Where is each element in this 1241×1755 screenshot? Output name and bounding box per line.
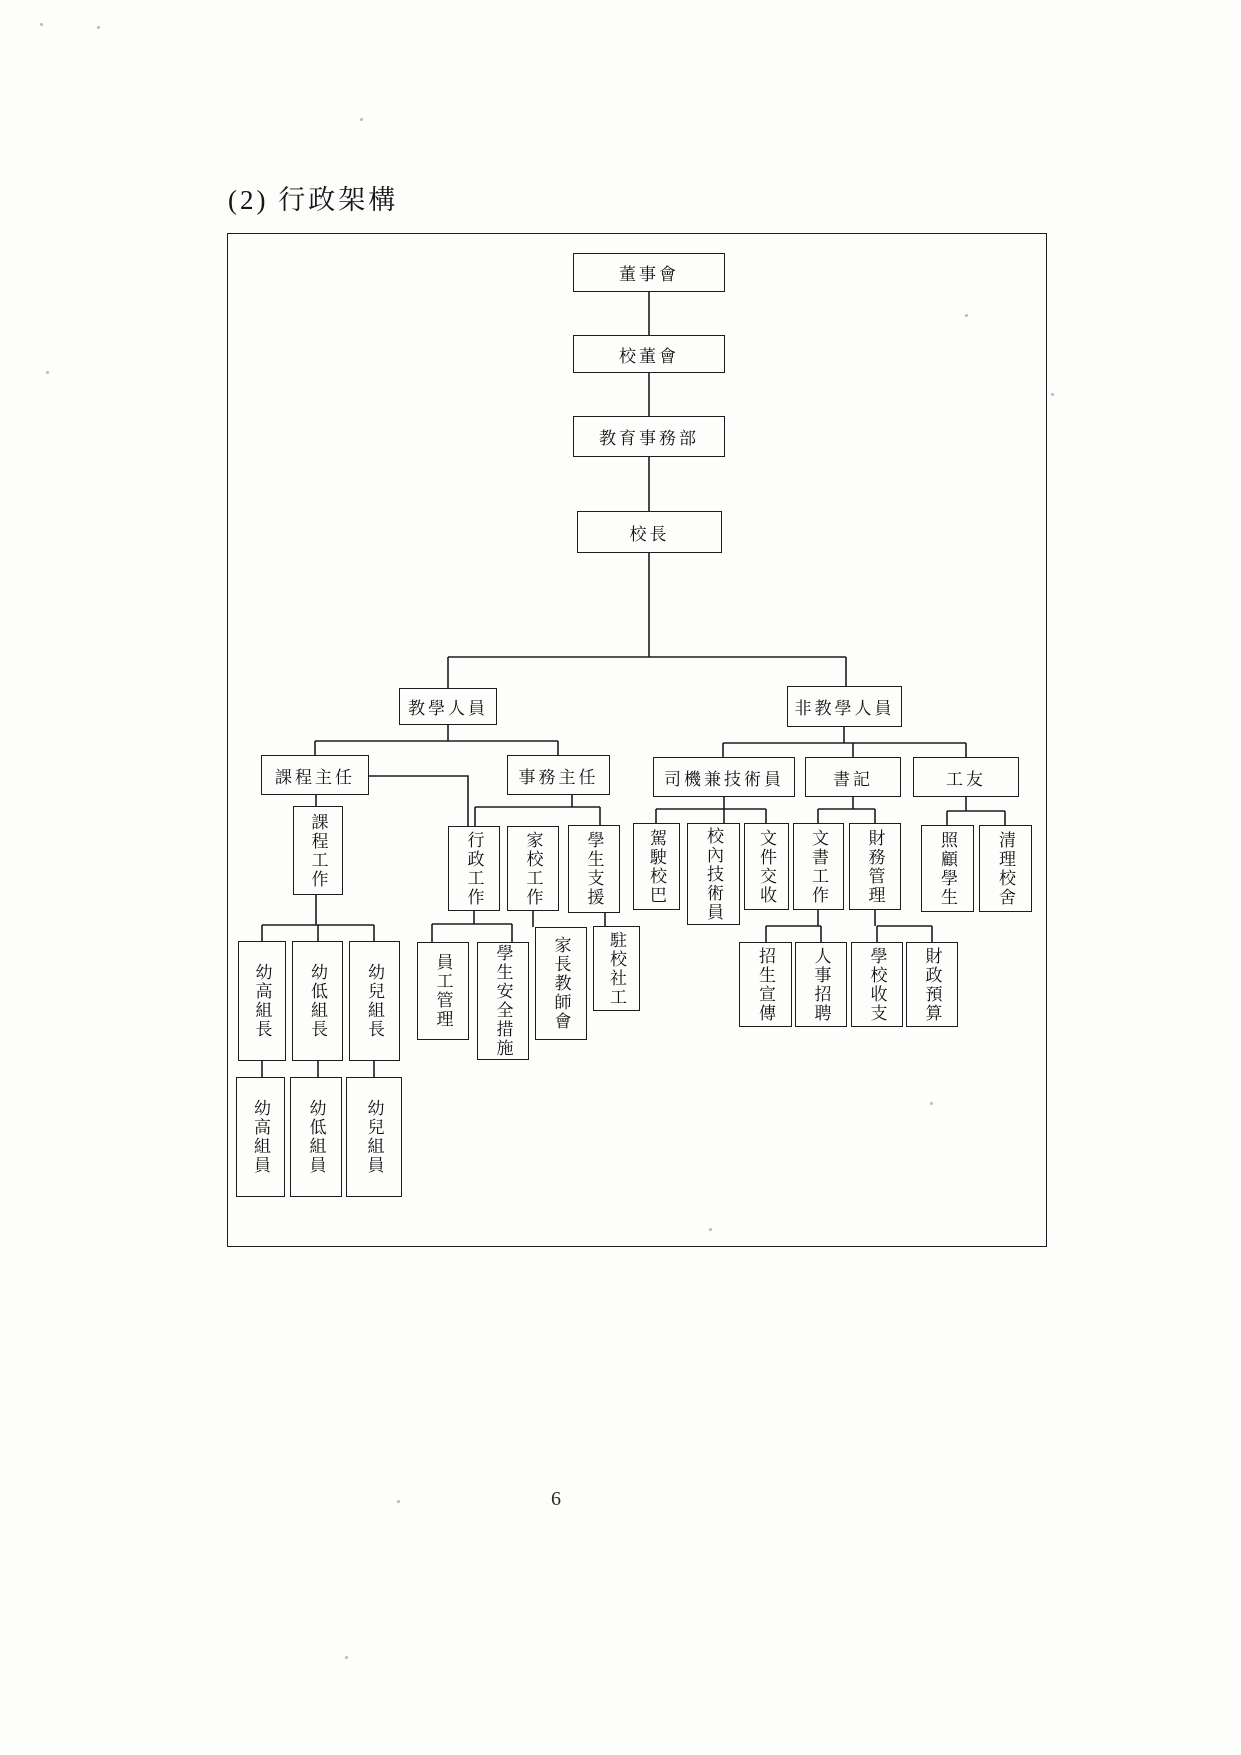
org-node-label: 幼兒組員 xyxy=(364,1099,384,1175)
scan-speck xyxy=(930,1102,933,1105)
org-node-label: 學校收支 xyxy=(867,946,887,1023)
org-node-label: 教學人員 xyxy=(408,699,488,718)
org-node-label: 課程工作 xyxy=(308,812,328,889)
org-node-student-care xyxy=(921,825,974,912)
org-node-document-exchange xyxy=(744,823,789,910)
scan-speck xyxy=(1051,393,1054,396)
org-node-label: 幼高組員 xyxy=(251,1099,270,1175)
org-node-admin-work xyxy=(448,826,500,911)
org-node-label: 員工管理 xyxy=(433,953,453,1029)
org-node-k-lower-member xyxy=(290,1077,342,1197)
org-node-label: 招生宣傳 xyxy=(756,946,775,1023)
org-node-label: 幼高組長 xyxy=(252,963,272,1039)
org-node-staff-management xyxy=(417,942,469,1040)
org-node-curriculum-head xyxy=(261,755,369,795)
org-node-k-upper-leader xyxy=(238,941,286,1061)
org-node-finance-management xyxy=(849,823,901,910)
page-number: 6 xyxy=(551,1488,561,1510)
org-node-label: 幼兒組長 xyxy=(365,963,384,1039)
org-node-label: 學生支援 xyxy=(584,831,604,907)
org-node-label: 駐校社工 xyxy=(607,930,626,1007)
org-node-label: 校內技術員 xyxy=(704,826,723,922)
org-node-school-bus-driving xyxy=(633,823,680,910)
scan-speck xyxy=(709,1228,712,1231)
org-node-label: 司機兼技術員 xyxy=(664,769,784,789)
org-node-admission-promotion xyxy=(739,942,792,1027)
org-node-label: 家長教師會 xyxy=(551,936,571,1031)
section-title: (2) 行政架構 xyxy=(228,185,399,215)
org-node-school-income-expense xyxy=(851,942,903,1027)
org-node-label: 清理校舍 xyxy=(996,830,1015,907)
org-node-label: 事務主任 xyxy=(518,767,599,787)
org-node-teaching-staff xyxy=(399,688,497,725)
org-node-k-infant-leader xyxy=(349,941,400,1061)
org-node-campus-cleaning xyxy=(979,825,1032,912)
scan-speck xyxy=(345,1656,348,1659)
org-node-label: 學生安全措施 xyxy=(493,944,513,1058)
org-node-pta xyxy=(535,927,587,1040)
org-node-home-school-work xyxy=(507,826,559,911)
org-node-label: 家校工作 xyxy=(523,830,543,907)
org-node-k-lower-leader xyxy=(292,941,343,1061)
org-node-janitor xyxy=(913,757,1019,797)
org-node-label: 幼低組員 xyxy=(306,1099,326,1175)
org-node-k-upper-member xyxy=(236,1077,285,1197)
org-node-label: 行政工作 xyxy=(464,830,484,907)
scan-speck xyxy=(965,314,968,317)
org-node-label: 財政預算 xyxy=(922,946,942,1023)
org-node-label: 董事會 xyxy=(619,265,679,284)
org-node-in-school-technician xyxy=(687,823,740,925)
org-node-principal xyxy=(577,511,722,553)
scan-speck xyxy=(360,118,363,121)
org-node-student-support xyxy=(568,825,620,913)
org-node-recruitment xyxy=(795,942,847,1027)
org-node-label: 財務管理 xyxy=(865,828,885,905)
org-node-school-social-worker xyxy=(593,926,640,1011)
org-node-k-infant-member xyxy=(346,1077,402,1197)
org-node-label: 駕駛校巴 xyxy=(647,828,666,905)
org-node-non-teaching-staff xyxy=(787,686,902,727)
org-node-driver-technician xyxy=(653,757,795,797)
org-node-label: 書記 xyxy=(833,769,873,789)
org-node-label: 課程主任 xyxy=(275,767,355,787)
org-node-school-board xyxy=(573,335,725,373)
org-node-student-safety xyxy=(477,942,529,1060)
org-node-edu-affairs-dept xyxy=(573,416,725,457)
org-node-label: 文件交收 xyxy=(757,828,776,905)
org-node-label: 工友 xyxy=(946,769,986,789)
org-node-label: 照顧學生 xyxy=(938,830,957,907)
scan-speck xyxy=(40,23,43,26)
org-node-label: 校長 xyxy=(629,524,670,544)
org-node-clerical-work xyxy=(793,823,844,910)
org-node-label: 幼低組長 xyxy=(308,963,327,1039)
org-node-curriculum-work xyxy=(293,806,343,895)
org-node-clerk xyxy=(805,757,901,797)
org-node-label: 非教學人員 xyxy=(794,699,895,718)
org-node-label: 人事招聘 xyxy=(811,946,831,1023)
scan-speck xyxy=(97,26,100,29)
org-node-board xyxy=(573,253,725,292)
org-node-affairs-head xyxy=(507,755,610,795)
scan-speck xyxy=(397,1500,400,1503)
org-node-label: 校董會 xyxy=(619,346,679,366)
org-node-label: 文書工作 xyxy=(809,828,828,905)
org-node-financial-budget xyxy=(906,942,958,1027)
scan-speck xyxy=(46,371,49,374)
org-node-label: 教育事務部 xyxy=(599,429,699,448)
